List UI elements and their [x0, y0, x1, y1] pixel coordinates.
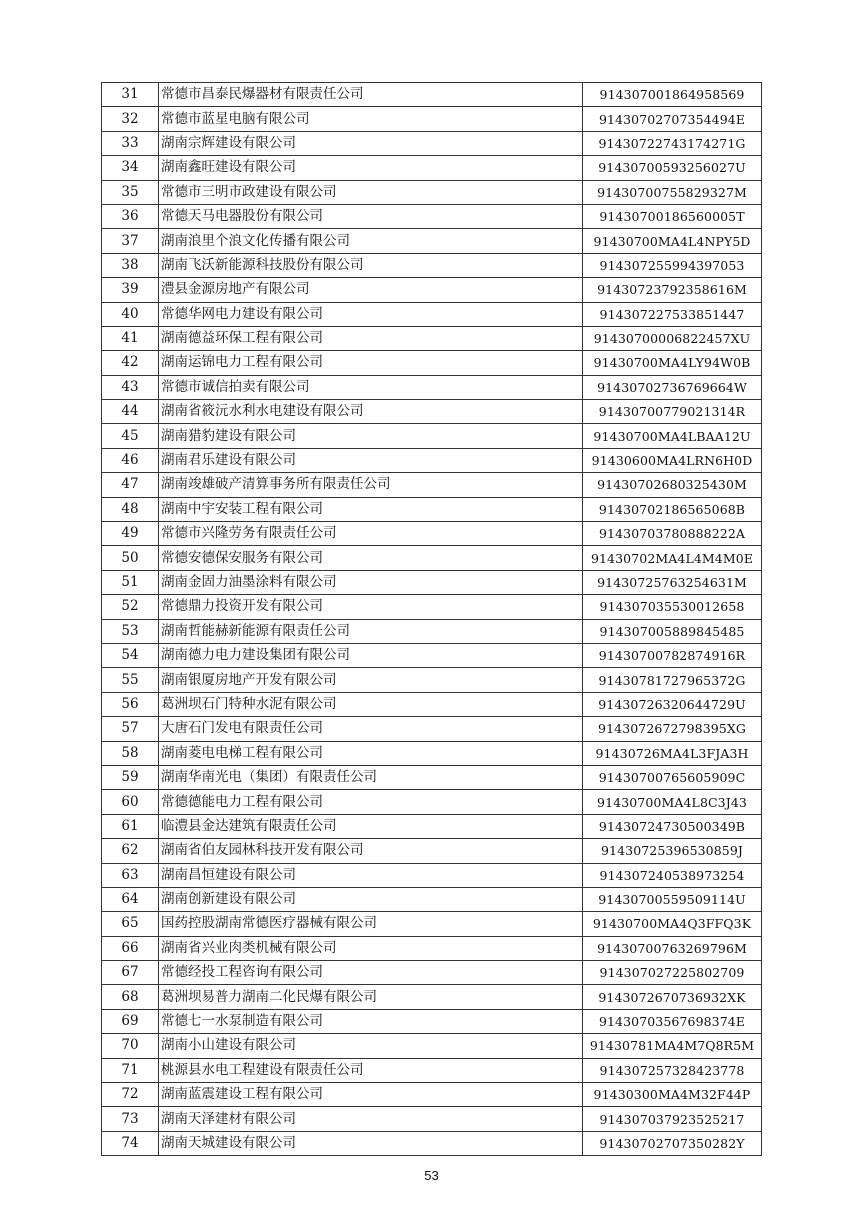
table-row [102, 765, 762, 789]
credit-code: 91430724730500349B [583, 814, 762, 838]
credit-code: 91430781MA4M7Q8R5M [583, 1034, 762, 1058]
table-row [102, 278, 762, 302]
credit-code: 91430700593256027U [583, 156, 762, 180]
table-row [102, 1058, 762, 1082]
row-number: 45 [102, 424, 159, 448]
company-name: 湖南飞沃新能源科技股份有限公司 [159, 253, 583, 277]
row-number: 62 [102, 839, 159, 863]
row-number: 37 [102, 229, 159, 253]
table-row [102, 1009, 762, 1033]
credit-code: 914307037923525217 [583, 1107, 762, 1131]
credit-code: 91430702736769664W [583, 375, 762, 399]
company-name: 湖南天泽建材有限公司 [159, 1107, 583, 1131]
company-name: 湖南德力电力建设集团有限公司 [159, 643, 583, 667]
table-row [102, 546, 762, 570]
table-row [102, 643, 762, 667]
company-name: 湖南宗辉建设有限公司 [159, 131, 583, 155]
table-row [102, 985, 762, 1009]
row-number: 49 [102, 522, 159, 546]
company-name: 常德德能电力工程有限公司 [159, 790, 583, 814]
table-row [102, 839, 762, 863]
table-row [102, 887, 762, 911]
row-number: 63 [102, 863, 159, 887]
company-name: 湖南猎豹建设有限公司 [159, 424, 583, 448]
credit-code: 91430702MA4L4M4M0E [583, 546, 762, 570]
table-row [102, 1034, 762, 1058]
credit-code: 91430726320644729U [583, 692, 762, 716]
company-name: 湖南鑫旺建设有限公司 [159, 156, 583, 180]
company-name: 湖南省伯友园林科技开发有限公司 [159, 839, 583, 863]
row-number: 67 [102, 961, 159, 985]
row-number: 59 [102, 765, 159, 789]
table-row [102, 204, 762, 228]
row-number: 43 [102, 375, 159, 399]
company-table [101, 82, 762, 1156]
company-name: 常德市昌泰民爆器材有限责任公司 [159, 83, 583, 107]
credit-code: 914307035530012658 [583, 595, 762, 619]
credit-code: 91430702680325430M [583, 473, 762, 497]
credit-code: 914307001864958569 [583, 83, 762, 107]
table-row [102, 326, 762, 350]
credit-code: 91430726727983​95XG [583, 717, 762, 741]
credit-code: 91430700186560005T [583, 204, 762, 228]
table-row [102, 1083, 762, 1107]
credit-code: 91430700763269796M [583, 936, 762, 960]
company-name: 常德市兴隆劳务有限责任公司 [159, 522, 583, 546]
company-name: 湖南浪里个浪文化传播有限公司 [159, 229, 583, 253]
row-number: 42 [102, 351, 159, 375]
table-row [102, 1107, 762, 1131]
company-name: 澧县金源房地产有限公司 [159, 278, 583, 302]
row-number: 72 [102, 1083, 159, 1107]
page-number: 53 [424, 1168, 439, 1183]
row-number: 55 [102, 668, 159, 692]
row-number: 71 [102, 1058, 159, 1082]
row-number: 61 [102, 814, 159, 838]
table-row [102, 936, 762, 960]
company-name: 湖南君乐建设有限公司 [159, 448, 583, 472]
company-name: 葛洲坝石门特种水泥有限公司 [159, 692, 583, 716]
table-row [102, 570, 762, 594]
company-name: 湖南省兴业肉类机械有限公司 [159, 936, 583, 960]
credit-code: 91430300MA4M32F44P [583, 1083, 762, 1107]
credit-code: 91430725396530859J [583, 839, 762, 863]
table-row [102, 473, 762, 497]
table-row [102, 1131, 762, 1155]
company-name: 湖南省筱沅水利水电建设有限公司 [159, 400, 583, 424]
table-row [102, 302, 762, 326]
company-name: 国药控股湖南常德医疗器械有限公司 [159, 912, 583, 936]
company-name: 常德市诚信拍卖有限公司 [159, 375, 583, 399]
credit-code: 91430781727965372G [583, 668, 762, 692]
credit-code: 91430700779021314R [583, 400, 762, 424]
row-number: 32 [102, 107, 159, 131]
credit-code: 91430702707350282Y [583, 1131, 762, 1155]
credit-code: 914307267073693​2XK [583, 985, 762, 1009]
credit-code: 91430700MA4L4NPY5D [583, 229, 762, 253]
credit-code: 914307257328423778 [583, 1058, 762, 1082]
table-row [102, 83, 762, 107]
row-number: 34 [102, 156, 159, 180]
table-row [102, 814, 762, 838]
row-number: 56 [102, 692, 159, 716]
company-name: 湖南天城建设有限公司 [159, 1131, 583, 1155]
row-number: 50 [102, 546, 159, 570]
table-row [102, 863, 762, 887]
table-row [102, 351, 762, 375]
row-number: 60 [102, 790, 159, 814]
company-name: 湖南昌恒建设有限公司 [159, 863, 583, 887]
company-name: 常德经投工程咨询有限公司 [159, 961, 583, 985]
table-row [102, 400, 762, 424]
company-name: 桃源县水电工程建设有限责任公司 [159, 1058, 583, 1082]
credit-code: 914307240538973254 [583, 863, 762, 887]
table-row [102, 448, 762, 472]
table-row [102, 741, 762, 765]
row-number: 57 [102, 717, 159, 741]
table-row [102, 253, 762, 277]
company-name: 湖南创新建设有限公司 [159, 887, 583, 911]
company-table-body [102, 83, 762, 1156]
row-number: 66 [102, 936, 159, 960]
row-number: 35 [102, 180, 159, 204]
row-number: 69 [102, 1009, 159, 1033]
credit-code: 91430700MA4LY94W0B [583, 351, 762, 375]
row-number: 39 [102, 278, 159, 302]
row-number: 52 [102, 595, 159, 619]
company-name: 湖南德益环保工程有限公司 [159, 326, 583, 350]
credit-code: 91430702707354494E [583, 107, 762, 131]
row-number: 64 [102, 887, 159, 911]
company-name: 大唐石门发电有限责任公司 [159, 717, 583, 741]
row-number: 58 [102, 741, 159, 765]
credit-code: 914307227533851447 [583, 302, 762, 326]
row-number: 48 [102, 497, 159, 521]
row-number: 51 [102, 570, 159, 594]
table-row [102, 912, 762, 936]
company-name: 湖南蓝震建设工程有限公司 [159, 1083, 583, 1107]
row-number: 33 [102, 131, 159, 155]
table-row [102, 424, 762, 448]
company-name: 常德市蓝星电脑有限公司 [159, 107, 583, 131]
credit-code: 914307255994397053 [583, 253, 762, 277]
table-row [102, 668, 762, 692]
company-name: 常德安德保安服务有限公司 [159, 546, 583, 570]
company-name: 湖南运锦电力工程有限公司 [159, 351, 583, 375]
table-row [102, 375, 762, 399]
credit-code: 91430700MA4Q3FFQ3K [583, 912, 762, 936]
table-row [102, 107, 762, 131]
credit-code: 91430703780888222A [583, 522, 762, 546]
row-number: 73 [102, 1107, 159, 1131]
row-number: 46 [102, 448, 159, 472]
table-row [102, 497, 762, 521]
table-row [102, 619, 762, 643]
company-name: 常德七一水泵制造有限公司 [159, 1009, 583, 1033]
credit-code: 91430726MA4L3FJA3H [583, 741, 762, 765]
row-number: 74 [102, 1131, 159, 1155]
company-name: 常德鼎力投资开发有限公司 [159, 595, 583, 619]
row-number: 53 [102, 619, 159, 643]
company-name: 湖南银厦房地产开发有限公司 [159, 668, 583, 692]
company-name: 常德华网电力建设有限公司 [159, 302, 583, 326]
credit-code: 91430723792358616M [583, 278, 762, 302]
row-number: 65 [102, 912, 159, 936]
company-name: 湖南竣雄破产清算事务所有限责任公司 [159, 473, 583, 497]
table-row [102, 790, 762, 814]
company-name: 葛洲坝易普力湖南二化民爆有限公司 [159, 985, 583, 1009]
company-name: 湖南金固力油墨涂料有限公司 [159, 570, 583, 594]
credit-code: 91430722743174271G [583, 131, 762, 155]
credit-code: 914307027225802709 [583, 961, 762, 985]
table-row [102, 229, 762, 253]
table-row [102, 522, 762, 546]
table-row [102, 961, 762, 985]
credit-code: 91430725763254631M [583, 570, 762, 594]
table-row [102, 595, 762, 619]
company-name: 临澧县金达建筑有限责任公司 [159, 814, 583, 838]
row-number: 44 [102, 400, 159, 424]
table-row [102, 717, 762, 741]
row-number: 68 [102, 985, 159, 1009]
credit-code: 91430700006822457XU [583, 326, 762, 350]
row-number: 31 [102, 83, 159, 107]
credit-code: 91430700559509114U [583, 887, 762, 911]
credit-code: 91430703567698374E [583, 1009, 762, 1033]
company-name: 常德天马电器股份有限公司 [159, 204, 583, 228]
company-name: 湖南中宇安装工程有限公司 [159, 497, 583, 521]
credit-code: 91430700782874916R [583, 643, 762, 667]
table-row [102, 180, 762, 204]
row-number: 54 [102, 643, 159, 667]
row-number: 38 [102, 253, 159, 277]
table-row [102, 131, 762, 155]
credit-code: 91430700765605909C [583, 765, 762, 789]
company-name: 湖南小山建设有限公司 [159, 1034, 583, 1058]
row-number: 40 [102, 302, 159, 326]
row-number: 70 [102, 1034, 159, 1058]
credit-code: 91430600MA4LRN6H0D [583, 448, 762, 472]
table-row [102, 156, 762, 180]
row-number: 47 [102, 473, 159, 497]
company-name: 湖南菱电电梯工程有限公司 [159, 741, 583, 765]
table-row [102, 692, 762, 716]
credit-code: 914307005889845485 [583, 619, 762, 643]
credit-code: 91430700MA4L8C3J43 [583, 790, 762, 814]
row-number: 36 [102, 204, 159, 228]
credit-code: 91430700755829327M [583, 180, 762, 204]
row-number: 41 [102, 326, 159, 350]
company-name: 常德市三明市政建设有限公司 [159, 180, 583, 204]
company-name: 湖南哲能赫新能源有限责任公司 [159, 619, 583, 643]
credit-code: 91430700MA4LBAA12U [583, 424, 762, 448]
credit-code: 91430702186565068B [583, 497, 762, 521]
company-name: 湖南华南光电（集团）有限责任公司 [159, 765, 583, 789]
